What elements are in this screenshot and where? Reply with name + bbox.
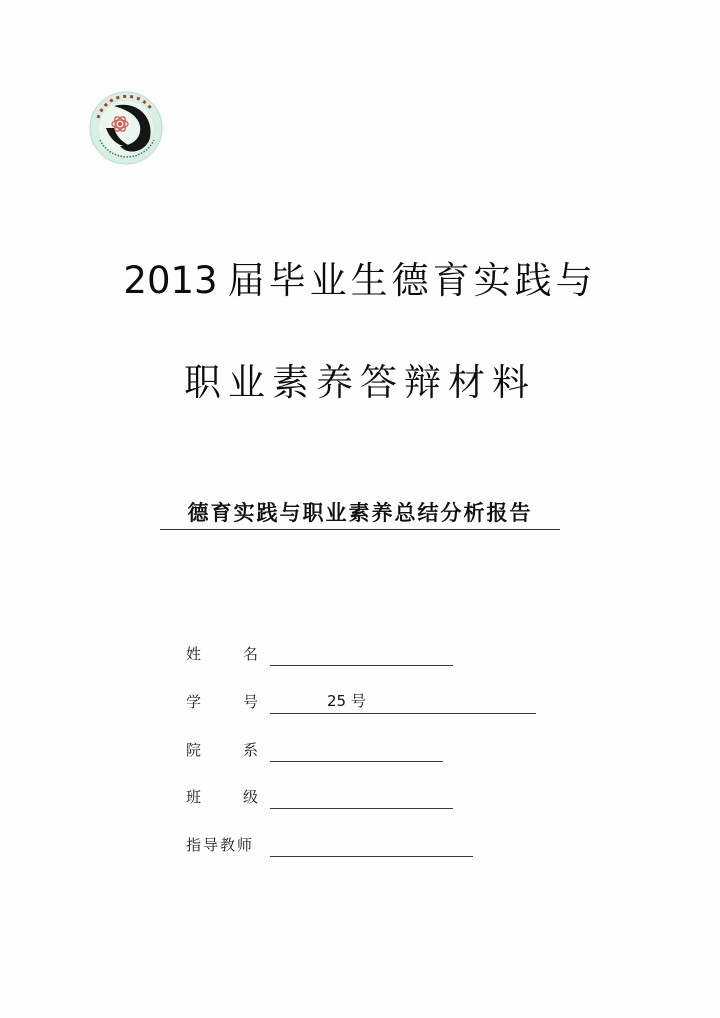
- field-label: 指导教师: [186, 836, 255, 854]
- title-line-1-text: 届毕业生德育实践与: [227, 259, 597, 302]
- title-year: 2013: [123, 259, 218, 302]
- name-input-line[interactable]: [270, 665, 453, 666]
- student-number-value: 25 号: [327, 692, 366, 710]
- student-number-input-line[interactable]: [270, 713, 536, 714]
- report-subtitle: 德育实践与职业素养总结分析报告: [160, 497, 560, 530]
- main-title-line-2: [0, 352, 720, 406]
- main-title-line-1: [0, 250, 720, 304]
- advisor-input-line[interactable]: [270, 856, 473, 857]
- department-input-line[interactable]: [270, 761, 443, 762]
- class-input-line[interactable]: [270, 808, 453, 809]
- school-emblem-icon: [84, 88, 168, 168]
- title-line-2-text: 职业素养答辩材料: [184, 361, 536, 404]
- document-page: 2013 届毕业生德育实践与 职业素养答辩材料 德育实践与职业素养总结分析报告 姓 名 学 号 25 号 院 系 班 级 指导教师: [0, 0, 720, 1018]
